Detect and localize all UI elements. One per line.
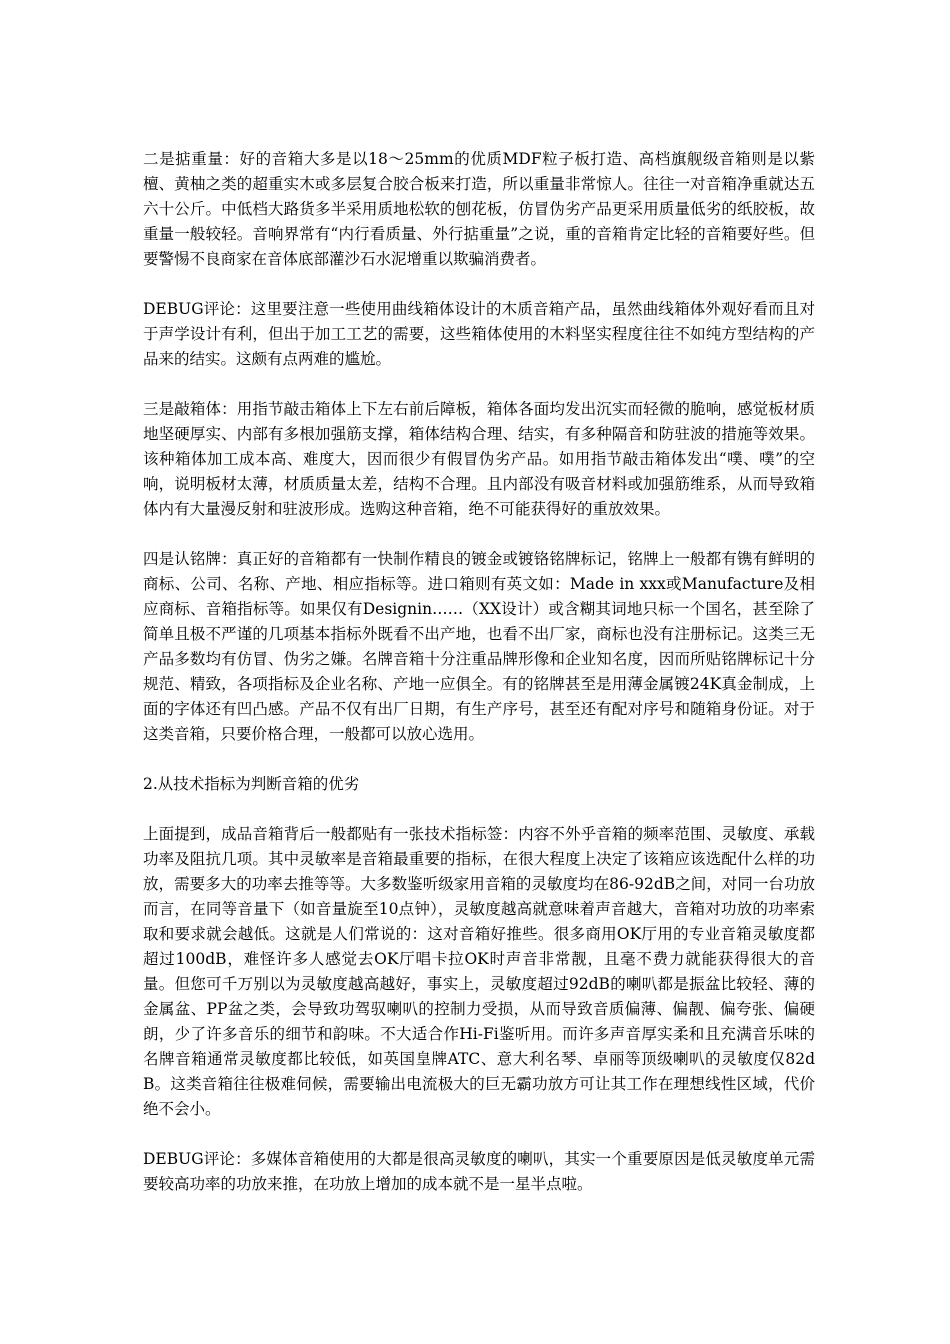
paragraph-weight: 二是掂重量：好的音箱大多是以18～25mm的优质MDF粒子板打造、高档旗舰级音箱则是以紫檀、黄柚之类的超重实木或多层复合胶合板来打造，所以重量非常惊人。往往一对音箱净重就达五六十公斤。中低档大路货多半采用质地松软的刨花板，仿冒伪劣产品更采用质量低劣的纸胶板，故重量一般较轻。音响界常有“内行看质量、外行掂重量”之说，重的音箱肯定比轻的音箱要好些。但要警惕不良商家在音体底部灌沙石水泥增重以欺骗消费者。 [143, 150, 815, 268]
paragraph-debug-comment-curved-cabinet: DEBUG评论：这里要注意一些使用曲线箱体设计的木质音箱产品，虽然曲线箱体外观好看而且对于声学设计有利，但出于加工工艺的需要，这些箱体使用的木料坚实程度往往不如纯方型结构的产品来的结实。这颇有点两难的尴尬。 [143, 300, 815, 368]
document-body [143, 147, 815, 1222]
paragraph-sensitivity: 上面提到，成品音箱背后一般都贴有一张技术指标签：内容不外乎音箱的频率范围、灵敏度、承载功率及阻抗几项。其中灵敏率是音箱最重要的指标，在很大程度上决定了该箱应该选配什么样的功放，需要多大的功率去推等等。大多数鉴听级家用音箱的灵敏度均在86-92dB之间，对同一台功放而言，在同等音量下（如音量旋至10点钟），灵敏度越高就意味着声音越大，音箱对功放的功率索取和要求就会越低。这就是人们常说的：这对音箱好推些。很多商用OK厅用的专业音箱灵敏度都超过100dB，难怪许多人感觉去OK厅唱卡拉OK时声音非常靓，且毫不费力就能获得很大的音量。但您可千万别以为灵敏度越高越好，事实上，灵敏度超过92dB的喇叭都是振盆比较轻、薄的金属盆、PP盆之类，会导致功驾驭喇叭的控制力受损，从而导致音质偏薄、偏靓、偏夸张、偏硬朗，少了许多音乐的细节和韵味。不大适合作Hi-Fi鉴听用。而许多声音厚实柔和且充满音乐味的名牌音箱通常灵敏度都比较低，如英国皇牌ATC、意大利名琴、卓丽等顶级喇叭的灵敏度仅82dB。这类音箱往往极难伺候，需要输出电流极大的巨无霸功放方可让其工作在理想线性区域，代价绝不会小。 [143, 825, 815, 1118]
paragraph-debug-comment-multimedia: DEBUG评论：多媒体音箱使用的大都是很高灵敏度的喇叭，其实一个重要原因是低灵敏度单元需要较高功率的功放来推，在功放上增加的成本就不是一星半点啦。 [143, 1150, 815, 1193]
paragraph-nameplate: 四是认铭牌：真正好的音箱都有一快制作精良的镀金或镀铬铭牌标记，铭牌上一般都有镌有鲜明的商标、公司、名称、产地、相应指标等。进口箱则有英文如：Made in xxx或Manufacture及相应商标、音箱指标等。如果仅有Designin……（XX设计）或含糊其词地只标一个国名，甚至除了简单且极不严谨的几项基本指标外既看不出产地，也看不出厂家，商标也没有注册标记。这类三无产品多数均有仿冒、伪劣之嫌。名牌音箱十分注重品牌形像和企业知名度，因而所贴铭牌标记十分规范、精致，各项指标及企业名称、产地一应俱全。有的铭牌甚至是用薄金属镀24K真金制成，上面的字体还有凹凸感。产品不仅有出厂日期，有生产序号，甚至还有配对序号和随箱身份证。对于这类音箱，只要价格合理，一般都可以放心选用。 [143, 550, 815, 743]
section-heading: 2.从技术指标为判断音箱的优劣 [143, 775, 360, 793]
paragraph-knock-cabinet: 三是敲箱体：用指节敲击箱体上下左右前后障板，箱体各面均发出沉实而轻微的脆响，感觉板材质地坚硬厚实、内部有多根加强筋支撑，箱体结构合理、结实，有多种隔音和防驻波的措施等效果。该种箱体加工成本高、难度大，因而很少有假冒伪劣产品。如用指节敲击箱体发出“噗、噗”的空响，说明板材太薄，材质质量太差，结构不合理。且内部没有吸音材料或加强筋维系，从而导致箱体内有大量漫反射和驻波形成。选购这种音箱，绝不可能获得好的重放效果。 [143, 400, 815, 518]
